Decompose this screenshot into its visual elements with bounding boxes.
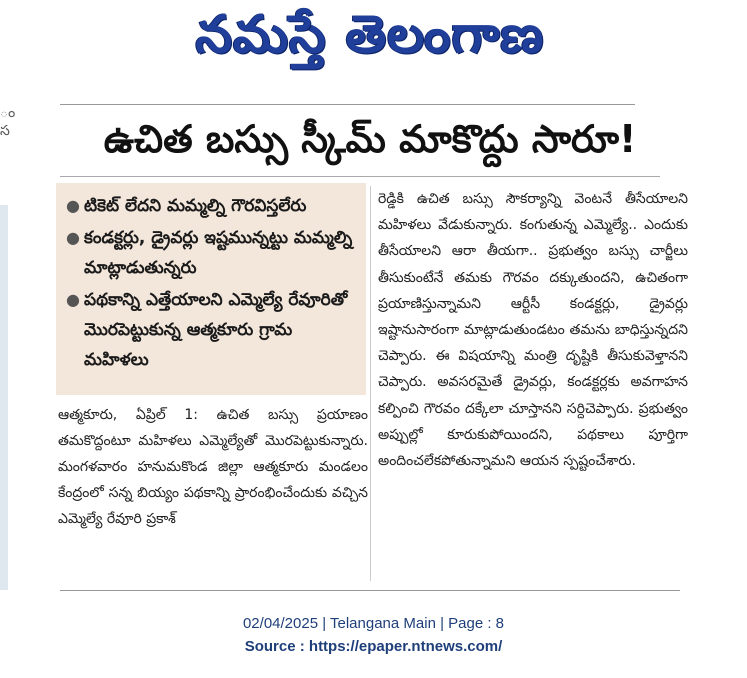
highlight-text: టికెట్ లేదని మమ్మల్ని గౌరవిస్తలేరు: [84, 196, 307, 216]
article-body-right: రెడ్డికి ఉచిత బస్సు సౌకర్యాన్ని వెంటనే తీసేయాలని మహిళలు వేడుకున్నారు. కంగుతున్న ఎమ్మెల్యే.. ఎందుకు తీసేయాలని ఆరా తీయగా.. ప్రభుత్వం బస్సు చార్జీలు తీసుకుంటేనే తమకు గౌరవం దక్కుతుందని, ఉచితంగా ప్రయాణిస్తున్నామని ఆర్టీసీ కండక్టర్లు, డ్రైవర్లు ఇష్టానుసారంగా మాట్లాడుతుండటం తమను బాధిస్తున్నదని చెప్పారు. ఈ విషయాన్ని మంత్రి దృష్టికి తీసుకువెళ్తానని చెప్పారు. అవసరమైతే డ్రైవర్లు, కండక్టర్లకు అవగాహన కల్పించి గౌరవం దక్కేలా చూస్తానని సర్దిచెప్పారు. ప్రభుత్వం అప్పుల్లో కూరుకుపోయిందని, పథకాలు పూర్తిగా అందించలేకపోతున్నామని ఆయన స్పష్టంచేశారు.: [378, 191, 688, 470]
newspaper-masthead: నమస్తే తెలంగాణ: [195, 4, 545, 65]
highlights-list: [56, 183, 366, 375]
highlight-text: కండక్టర్లు, డ్రైవర్లు ఇష్టమున్నట్టు మమ్మల్ని మాట్లాడుతున్నరు: [84, 228, 353, 278]
divider-headline: [60, 176, 660, 177]
divider-bottom: [60, 590, 680, 591]
edge-char: స: [0, 123, 10, 139]
edition-info: 02/04/2025 | Telangana Main | Page : 8: [242, 615, 505, 632]
highlight-item: [66, 191, 358, 221]
edge-char: ం: [0, 105, 16, 121]
bullet-icon: ●: [66, 196, 80, 215]
adjacent-column-bar: [0, 205, 8, 590]
page-footer: [0, 612, 747, 658]
highlight-text: పథకాన్ని ఎత్తేయాలని ఎమ్మెల్యే రేవూరితో మొరపెట్టుకున్న ఆత్మకూరు గ్రామ మహిళలు: [84, 290, 348, 370]
column-divider: [370, 186, 371, 581]
adjacent-column-edge: [0, 104, 14, 164]
article-body-left: ఆత్మకూరు, ఏప్రిల్ 1: ఉచిత బస్సు ప్రయాణం తమకొద్దంటూ మహిళలు ఎమ్మెల్యేతో మొరపెట్టుకున్నారు. మంగళవారం హనుమకొండ జిల్లా ఆత్మకూరు మండలం కేంద్రంలో సన్న బియ్యం పథకాన్ని ప్రారంభించేందుకు వచ్చిన ఎమ్మెల్యే రేవూరి ప్రకాశ్: [58, 407, 368, 527]
article-headline: ఉచిత బస్సు స్కీమ్ మాకొద్దు సారూ!: [103, 117, 637, 161]
source-link[interactable]: Source : https://epaper.ntnews.com/: [244, 638, 503, 655]
bullet-icon: ●: [66, 290, 80, 309]
bullet-icon: ●: [66, 228, 80, 247]
highlight-item: [66, 285, 358, 375]
divider-top: [60, 104, 635, 105]
highlights-box: [56, 183, 366, 395]
highlight-item: [66, 223, 358, 283]
